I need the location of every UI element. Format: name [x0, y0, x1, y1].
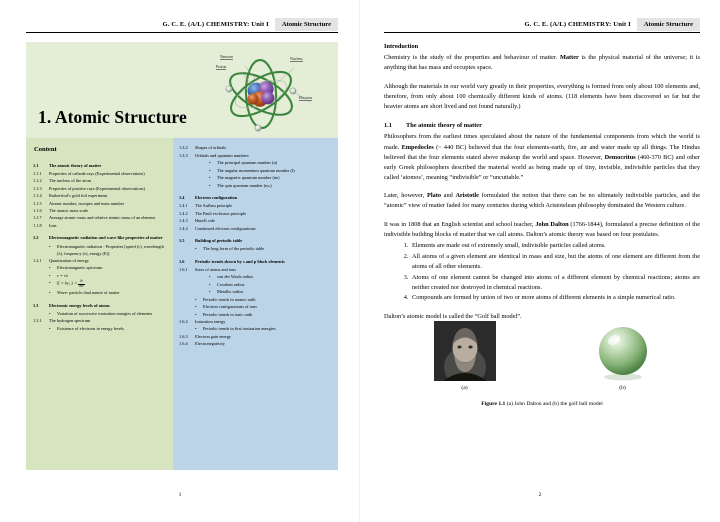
outline-number: 1.1.4 [33, 193, 42, 199]
outline-subbullet [209, 174, 332, 181]
intro-p1-c: is the physical material of the universe; it is anything that has mass and occupies space. [384, 54, 700, 72]
outline-label: Properties of positive rays (Experimental observations) [49, 185, 145, 191]
postulate-item: 4. Compounds are formed by union of two or more atoms of different elements in a simple numerical ratio. [410, 293, 700, 303]
outline-label: Rutherford’s gold foil experiment [49, 193, 108, 199]
atom-label-electron: Electron [299, 96, 313, 100]
outline-subbullet [209, 159, 332, 166]
outline-subbullet [209, 281, 332, 288]
intro-paragraph-1 [384, 53, 700, 73]
outline-label: The Pauli exclusion principle [195, 210, 247, 216]
outline-label: Condensed electron configurations [195, 225, 256, 231]
bullet-icon: • [209, 182, 211, 188]
outline-subitem [179, 202, 332, 209]
outline-subitem [33, 170, 167, 177]
intro-p1-a: Chemistry is the study of the properties and behaviour of matter. [384, 54, 560, 62]
fraction-numerator: h [78, 279, 84, 285]
john-dalton-term: John Dalton [535, 220, 569, 228]
outline-label: The hydrogen spectrum [49, 318, 91, 324]
outline-label: Electromagnetic radiation - Properties [speed (c), wavelength (λ), frequency (ν), energy (E)] [57, 243, 164, 256]
outline-label: Sizes of atoms and ions [195, 267, 237, 273]
outline-number: 1.5 [179, 238, 185, 244]
outline-subbullet [209, 167, 332, 174]
postulate-item: 2. All atoms of a given element are identical in mass and size, but the atoms of one element are different from the atoms of all other elements. [410, 252, 700, 272]
bullet-icon: • [209, 289, 211, 295]
bullet-icon: • [209, 281, 211, 287]
outline-number: 1.4.2 [179, 210, 188, 216]
outline-label: The principal quantum number (n) [217, 160, 278, 166]
outline-number: 1.4.4 [179, 225, 188, 231]
bullet-icon: • [195, 311, 197, 317]
paragraph-philosophers [384, 132, 700, 183]
outline-label: Wave- particle dual nature of matter [57, 290, 120, 296]
figure-row [384, 327, 700, 393]
outline-label: Variation of successive ionization energies of elements [57, 310, 153, 316]
outline-label: Electromagnetic spectrum [57, 265, 103, 271]
outline-number: 1.3 [33, 302, 39, 308]
figure-a [434, 321, 496, 393]
running-header-left [26, 18, 338, 31]
outline-subbullet [209, 288, 332, 295]
figure-caption [384, 400, 700, 409]
outline-subitem [179, 333, 332, 340]
bullet-icon: • [195, 326, 197, 332]
nucleus-cluster [247, 81, 274, 106]
outline-number: 1.6.2 [179, 318, 188, 324]
outline-subitem [33, 192, 167, 199]
outline-bullet [195, 325, 332, 332]
golf-ball-model-sphere [595, 325, 651, 381]
running-header-right [384, 18, 700, 31]
outline-label: Electron configuration [195, 195, 238, 201]
outline-subitem [179, 266, 332, 273]
p3-e: (460-370 BC) and other early Greek philosophers described the material world as being made up of tiny, invisible, indivisible particles that they called ‘atomos’, meaning “indivisible” or “uncuttable.” [384, 153, 700, 182]
content-heading: Content [34, 146, 57, 153]
outline-number: 1.4 [179, 195, 185, 201]
outline-label: Periodic trends in atomic radii [203, 296, 256, 302]
postulate-item: 3. Atoms of one element cannot be changed into atoms of a different element by chemical reactions; atoms are neither created nor destroyed in chemical reactions. [410, 273, 700, 293]
outline-label: Average atomic mass and relative atomic mass of an element [49, 215, 155, 221]
outline-label: The angular momentum quantum number (l) [217, 167, 295, 173]
bullet-icon: • [209, 175, 211, 181]
section-1-1-title: The atomic theory of matter [406, 122, 482, 130]
bullet-icon: • [49, 243, 51, 249]
header-course-title: G. C. E. (A/L) CHEMISTRY: Unit I [162, 21, 269, 28]
outline-subitem [33, 185, 167, 192]
paragraph-golf-ball-model: Dalton’s atomic model is called the “Golf ball model”. [384, 312, 522, 320]
chapter-hero-banner [26, 42, 338, 138]
bullet-icon: • [209, 274, 211, 280]
outline-label: The atomic theory of matter [49, 162, 102, 168]
outline-label: Periodic trends in first ionization energies [203, 326, 276, 332]
figure-caption-text: (a) John Dalton and (b) the golf ball model [505, 400, 603, 407]
outline-number: 1.3.2 [179, 145, 188, 151]
outline-bullet [49, 289, 167, 296]
content-column-right [173, 138, 338, 470]
content-list-right [179, 144, 332, 347]
bullet-icon: • [49, 290, 51, 296]
outline-label: Building of periodic table [195, 238, 243, 244]
dalton-postulates-list [384, 241, 700, 304]
header-rule-right [384, 32, 700, 33]
bullet-icon: • [195, 246, 197, 252]
outline-subitem [179, 152, 332, 159]
outline-heading [33, 234, 167, 241]
outline-heading [33, 302, 167, 309]
outline-bullet [49, 264, 167, 271]
p3-a: Philosophers from the earliest times speculated about the nature of the fundamental components from which the world is made. [384, 133, 700, 151]
p4-c: and [440, 192, 456, 200]
outline-bullet [49, 272, 167, 279]
outline-bullet [49, 325, 167, 332]
outline-label: Metallic radius [217, 289, 244, 295]
p4-e: formulated the notion that there can be no ultimately indivisible particles, and the “atomic” view of matter faded for many centuries during which Aristotelean philosophy dominated the Western culture. [384, 192, 700, 210]
header-unit-badge-right: Atomic Structure [637, 18, 700, 31]
page-right [360, 0, 720, 522]
p5-a: It was in 1808 that an English scientist and school teacher, [384, 220, 536, 228]
aristotle-term: Aristotle [455, 192, 479, 200]
outline-bullet [195, 311, 332, 318]
paragraph-dalton [384, 220, 700, 240]
outline-label: Orbitals and quantum numbers [195, 152, 249, 158]
plato-term: Plato [426, 192, 441, 200]
bullet-icon: • [49, 310, 51, 316]
outline-number: 1.1.1 [33, 170, 42, 176]
outline-label: Hund's rule [195, 218, 215, 224]
page-number-right: 2 [538, 492, 542, 498]
outline-label: Existence of electrons in energy levels [57, 325, 124, 331]
outline-bullet [49, 243, 167, 257]
header-rule-left [26, 32, 338, 33]
outline-number: 1.2.1 [33, 258, 42, 264]
atom-diagram-svg [198, 46, 324, 138]
atom-label-nucleus: Nucleus [290, 57, 303, 61]
outline-number: 1.6 [179, 258, 185, 264]
header-course-title-right: G. C. E. (A/L) CHEMISTRY: Unit I [524, 21, 631, 28]
bullet-icon: • [49, 280, 51, 286]
outline-label: van der Waals radius [217, 274, 254, 280]
john-dalton-portrait [434, 321, 496, 381]
empedocles-term: Empedocles [401, 143, 434, 151]
outline-label: Electronic energy levels of atoms [49, 302, 110, 308]
outline-label: Electron configurations of ions [203, 304, 257, 310]
outline-number: 1.2 [33, 235, 39, 241]
outline-number: 1.3.1 [33, 318, 42, 324]
page-body-text [384, 42, 700, 409]
outline-number: 1.6.1 [179, 267, 188, 273]
outline-number: 1.1 [33, 162, 39, 168]
outline-label: Electron gain energy [195, 333, 232, 339]
atom-label-proton: Proton [216, 65, 227, 69]
outline-label: c = νλ [57, 272, 68, 278]
bullet-icon: • [209, 167, 211, 173]
outline-number: 1.1.3 [33, 185, 42, 191]
outline-bullet [195, 303, 332, 310]
p4-a: Later, however, [384, 192, 427, 200]
outline-label: The atomic mass scale [49, 208, 89, 213]
outline-number: 1.1.5 [33, 200, 42, 206]
outline-label: Ionization energy [195, 318, 226, 324]
outline-label: Quantization of energy [49, 258, 89, 264]
outline-number: 1.3.3 [179, 152, 188, 158]
outline-number: 1.4.1 [179, 203, 188, 209]
atom-label-neutron: Neutron [220, 55, 233, 59]
outline-heading [33, 162, 167, 169]
outline-label: Electronegativity [195, 341, 225, 347]
postulate-item: 1. Elements are made out of extremely small, indivisible particles called atoms. [410, 241, 700, 251]
matter-term: Matter [559, 54, 579, 62]
outline-label: Properties of cathode rays (Experimental observations) [49, 170, 145, 176]
outline-label: The nucleus of the atom [49, 178, 91, 184]
outline-subitem [33, 177, 167, 184]
page-number-left: 1 [178, 492, 182, 498]
outline-subitem [33, 257, 167, 264]
figure-caption-number: Figure 1.1 [481, 400, 506, 407]
outline-subbullet [209, 182, 332, 189]
outline-bullet [195, 296, 332, 303]
p5-c: (1766-1844), formulated a precise definition of the indivisible building blocks of matter that we call atoms. Dalton’s atomic theory was based on four postulates. [384, 220, 700, 238]
outline-subitem [33, 214, 167, 221]
p3-c: (~ 440 BC) believed that the four elements-earth, fire, air and water made up all things. The Hindus believed that the four elements stated above makeup the world and space. However, [384, 143, 700, 161]
bullet-icon: • [209, 160, 211, 166]
section-1-1-number: 1.1 [384, 122, 392, 130]
bullet-icon: • [49, 265, 51, 271]
outline-number: 1.6.3 [179, 333, 188, 339]
atom-illustration [198, 46, 324, 138]
outline-label: Periodic trends shown by s and p block elements [195, 258, 285, 264]
outline-label: Atomic number, isotopes and mass number [49, 200, 125, 206]
outline-subitem [33, 317, 167, 324]
fraction [78, 279, 84, 288]
outline-label: The magnetic quantum number (mₗ) [217, 175, 280, 181]
formula-text: E = hν; λ = [57, 280, 78, 286]
outline-number: 1.1.6 [33, 208, 42, 213]
outline-subitem [179, 225, 332, 232]
outline-label: The long form of the periodic table [203, 246, 265, 252]
paragraph-plato-aristotle [384, 191, 700, 211]
introduction-heading: Introduction [384, 43, 419, 50]
content-outline-panel [26, 138, 338, 470]
outline-label: The Aufbau principle [195, 203, 233, 209]
bullet-icon: • [49, 272, 51, 278]
outline-heading [179, 194, 332, 201]
chapter-title: 1. Atomic Structure [38, 107, 187, 127]
outline-label: Electromagnetic radiation and wave-like properties of matter [49, 235, 163, 241]
figure-b [595, 325, 651, 393]
outline-label: Periodic trends in ionic radii [203, 311, 253, 317]
outline-subitem [179, 340, 332, 347]
outline-subitem [33, 207, 167, 214]
header-unit-badge: Atomic Structure [275, 18, 338, 31]
fraction-denominator: mv [79, 283, 84, 288]
bullet-icon: • [195, 296, 197, 302]
outline-subitem [179, 210, 332, 217]
outline-bullet-formula [49, 279, 167, 288]
figure-b-label: (b) [619, 384, 626, 391]
outline-subitem [179, 144, 332, 151]
outline-label: The spin quantum number (mₛ) [217, 182, 272, 188]
bullet-icon: • [49, 325, 51, 331]
outline-subitem [179, 318, 332, 325]
section-1-1-heading [384, 121, 700, 131]
outline-number: 1.1.7 [33, 215, 42, 221]
democritus-term: Democritus [604, 153, 636, 161]
outline-label: Ions [49, 222, 57, 228]
bullet-icon: • [195, 304, 197, 310]
content-list-left [33, 162, 167, 332]
outline-bullet [195, 245, 332, 252]
outline-label: Shapes of orbitals [195, 145, 227, 151]
outline-subitem [33, 200, 167, 207]
outline-subitem [179, 217, 332, 224]
outline-number: 1.1.2 [33, 178, 42, 184]
outline-bullet [49, 310, 167, 317]
outline-subbullet [209, 273, 332, 280]
outline-number: 1.6.4 [179, 341, 188, 347]
figure-a-label: (a) [461, 384, 468, 391]
intro-paragraph-2: Although the materials in our world vary greatly in their properties, everything is formed from only about 100 elements and, therefore, from only about 100 chemically different kinds of atoms. (118 elements have been discovered so far but the heavier atoms are short lived and not found naturally.) [384, 82, 700, 110]
outline-number: 1.1.8 [33, 222, 42, 228]
content-column-left [26, 138, 173, 470]
outline-label: Covalent radius [217, 281, 245, 287]
outline-subitem [33, 222, 167, 229]
outline-heading [179, 237, 332, 244]
outline-heading [179, 258, 332, 265]
outline-number: 1.4.3 [179, 218, 188, 224]
outline-label [57, 279, 167, 288]
